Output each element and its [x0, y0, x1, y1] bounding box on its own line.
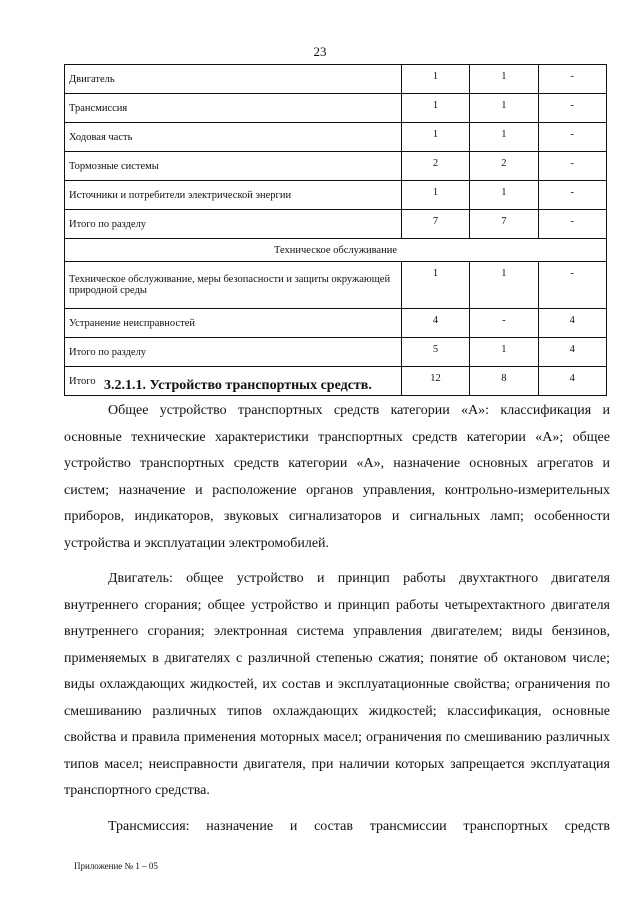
table-row	[65, 181, 607, 210]
footer-appendix-label: Приложение № 1 – 05	[74, 861, 158, 871]
topic-cell: Итого по разделу	[65, 338, 402, 367]
hours-cell-c1: 1	[401, 94, 469, 123]
hours-cell-c3: -	[538, 94, 606, 123]
topic-cell: Итого	[65, 367, 402, 396]
hours-cell-c1: 12	[401, 367, 469, 396]
table-row	[65, 309, 607, 338]
paragraph-general-structure: Общее устройство транспортных средств категории «А»: классификация и основные технические характеристики транспортных средств категории «А»; общее устройство транспортных средств категории «А», назначение основных агрегатов и систем; назначение и расположение органов управления, контрольно-измерительных приборов, индикаторов, звуковых сигнализаторов и сигнальных ламп; особенности устройства и эксплуатации электромобилей.	[64, 403, 610, 551]
table-section-row	[65, 239, 607, 262]
table-row	[65, 94, 607, 123]
topic-cell: Ходовая часть	[65, 123, 402, 152]
topic-cell: Техническое обслуживание, меры безопасности и защиты окружающей природной среды	[65, 262, 402, 309]
hours-cell-c2: 1	[470, 94, 538, 123]
paragraph-transmission: Трансмиссия: назначение и состав трансмиссии транспортных средств	[108, 818, 610, 834]
hours-cell-c2: 1	[470, 123, 538, 152]
hours-cell-c3: -	[538, 181, 606, 210]
hours-cell-c3: 4	[538, 309, 606, 338]
hours-cell-c2: 1	[470, 65, 538, 94]
table-row	[65, 65, 607, 94]
curriculum-table	[64, 64, 607, 396]
page-number: 23	[313, 44, 327, 59]
section-title-cell: Техническое обслуживание	[65, 239, 607, 262]
hours-cell-c3: -	[538, 210, 606, 239]
hours-cell-c2: -	[470, 309, 538, 338]
hours-cell-c3: 4	[538, 338, 606, 367]
section-heading: 3.2.1.1. Устройство транспортных средств.	[104, 378, 372, 393]
hours-cell-c2: 8	[470, 367, 538, 396]
topic-cell: Трансмиссия	[65, 94, 402, 123]
hours-cell-c3: -	[538, 152, 606, 181]
paragraph-engine: Двигатель: общее устройство и принцип работы двухтактного двигателя внутреннего сгорания; общее устройство и принцип работы четырехтактного двигателя внутреннего сгорания; электронная система управления двигателем; виды бензинов, применяемых в двигателях с различной степенью сжатия; понятие об октановом числе; виды охлаждающих жидкостей, их состав и эксплуатационные свойства; ограничения по смешиванию различных типов охлаждающих жидкостей; классификация, основные свойства и правила применения моторных масел; ограничения по смешиванию различных типов масел; неисправности двигателя, при наличии которых запрещается эксплуатация транспортного средства.	[64, 571, 610, 798]
topic-cell: Тормозные системы	[65, 152, 402, 181]
hours-cell-c1: 4	[401, 309, 469, 338]
table-row	[65, 123, 607, 152]
topic-cell: Двигатель	[65, 65, 402, 94]
topic-cell: Устранение неисправностей	[65, 309, 402, 338]
table-row	[65, 338, 607, 367]
topic-cell: Источники и потребители электрической энергии	[65, 181, 402, 210]
hours-cell-c3: -	[538, 65, 606, 94]
hours-cell-c2: 1	[470, 338, 538, 367]
hours-cell-c3: -	[538, 262, 606, 309]
hours-cell-c1: 7	[401, 210, 469, 239]
hours-cell-c1: 2	[401, 152, 469, 181]
hours-cell-c2: 1	[470, 262, 538, 309]
hours-cell-c1: 1	[401, 65, 469, 94]
hours-cell-c1: 5	[401, 338, 469, 367]
hours-cell-c1: 1	[401, 262, 469, 309]
table-row	[65, 152, 607, 181]
hours-cell-c3: -	[538, 123, 606, 152]
topic-cell: Итого по разделу	[65, 210, 402, 239]
hours-cell-c2: 2	[470, 152, 538, 181]
hours-cell-c1: 1	[401, 123, 469, 152]
table-row	[65, 262, 607, 309]
document-body	[64, 374, 610, 840]
table-row	[65, 210, 607, 239]
hours-cell-c2: 1	[470, 181, 538, 210]
hours-cell-c2: 7	[470, 210, 538, 239]
hours-cell-c3: 4	[538, 367, 606, 396]
hours-cell-c1: 1	[401, 181, 469, 210]
